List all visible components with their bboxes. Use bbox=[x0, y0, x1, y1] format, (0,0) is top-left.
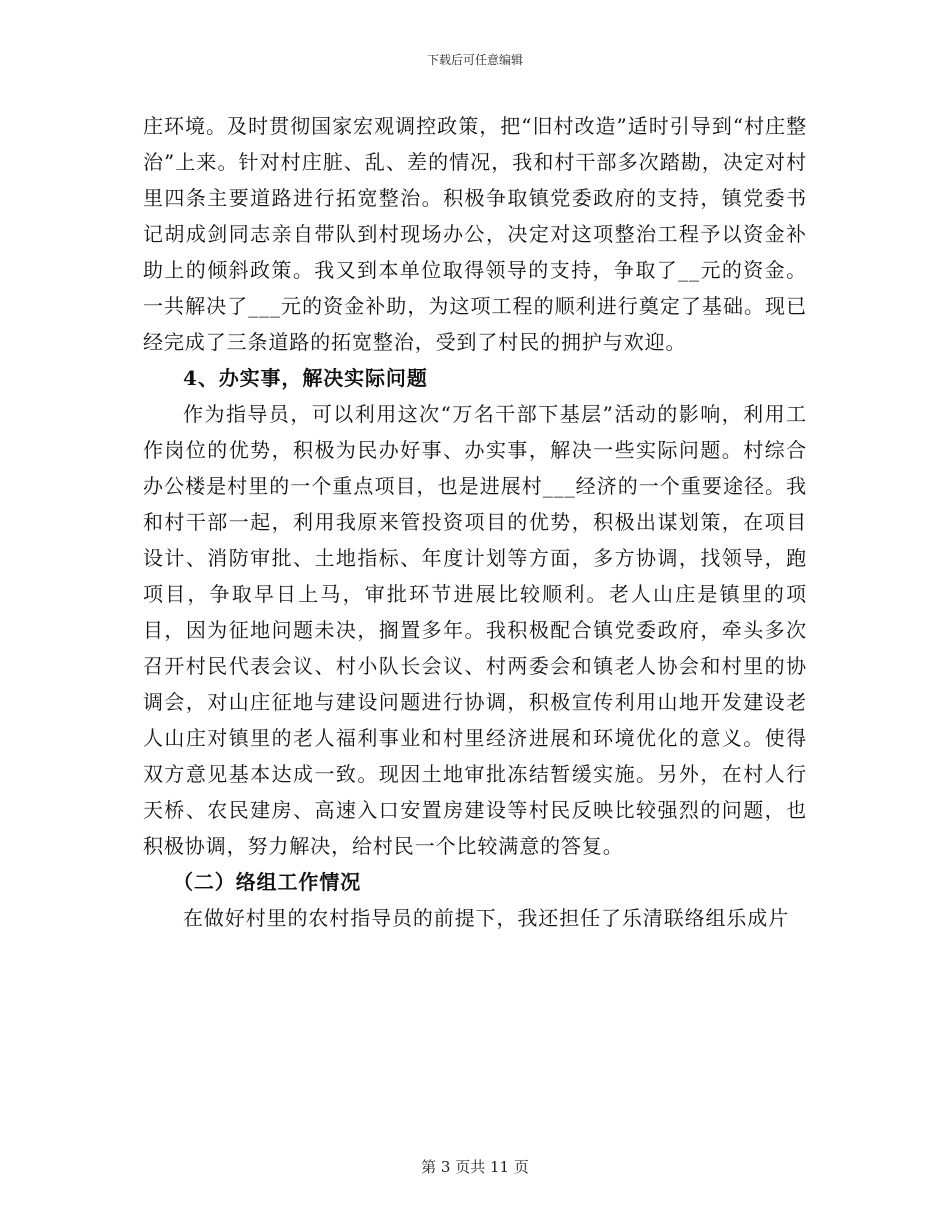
page-header: 下载后可任意编辑 bbox=[426, 53, 523, 67]
section-heading-liaison-work: （二）络组工作情况 bbox=[173, 870, 362, 894]
paragraph-liaison-work: 在做好村里的农村指导员的前提下，我还担任了乐清联络组乐成片 bbox=[183, 906, 790, 930]
document-body bbox=[143, 108, 807, 936]
section-heading-practical-matters: 4、办实事，解决实际问题 bbox=[183, 366, 428, 390]
paragraph-village-renovation: 庄环境。及时贯彻国家宏观调控政策，把“旧村改造”适时引导到“村庄整治”上来。针对村庄脏、乱、差的情况，我和村干部多次踏勘，决定对村里四条主要道路进行拓宽整治。积极争取镇党委政府的支持，镇党委书记胡成剑同志亲自带队到村现场办公，决定对这项整治工程予以资金补助上的倾斜政策。我又到本单位取得领导的支持，争取了__元的资金。一共解决了___元的资金补助，为这项工程的顺利进行奠定了基础。现已经完成了三条道路的拓宽整治，受到了村民的拥护与欢迎。 bbox=[143, 114, 807, 354]
paragraph-practical-matters: 作为指导员，可以利用这次“万名干部下基层”活动的影响，利用工作岗位的优势，积极为民办好事、办实事，解决一些实际问题。村综合办公楼是村里的一个重点项目，也是进展村___经济的一个重要途径。我和村干部一起，利用我原来管投资项目的优势，积极出谋划策，在项目设计、消防审批、土地指标、年度计划等方面，多方协调，找领导，跑项目，争取早日上马，审批环节进展比较顺利。老人山庄是镇里的项目，因为征地问题未决，搁置多年。我积极配合镇党委政府，牵头多次召开村民代表会议、村小队长会议、村两委会和镇老人协会和村里的协调会，对山庄征地与建设问题进行协调，积极宣传利用山地开发建设老人山庄对镇里的老人福利事业和村里经济进展和环境优化的意义。使得双方意见基本达成一致。现因土地审批冻结暂缓实施。另外，在村人行天桥、农民建房、高速入口安置房建设等村民反映比较强烈的问题，也积极协调，努力解决，给村民一个比较满意的答复。 bbox=[143, 402, 807, 858]
page-number: 第 3 页共 11 页 bbox=[421, 1158, 529, 1176]
